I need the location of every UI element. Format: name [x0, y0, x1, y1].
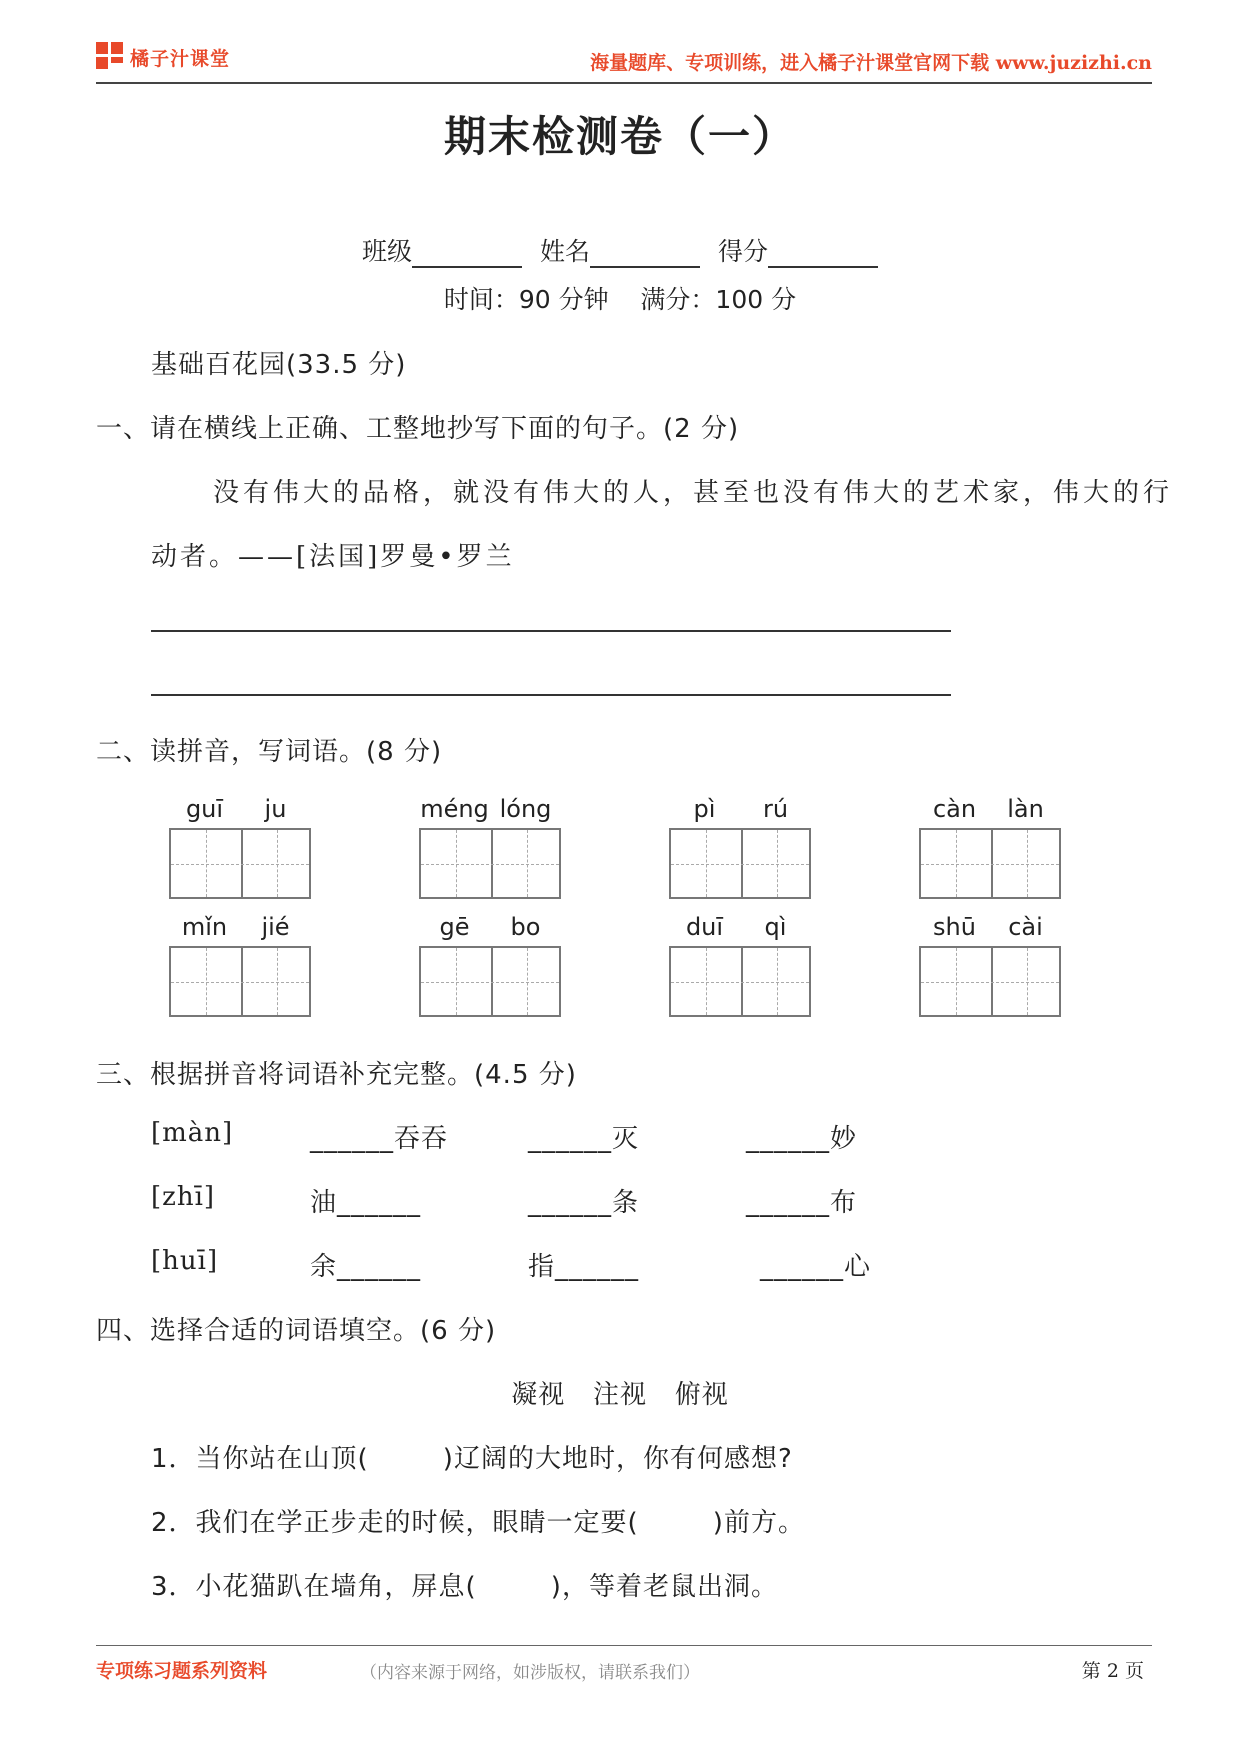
pinyin-syllable: shū	[933, 913, 976, 941]
score-blank	[768, 242, 878, 268]
pinyin-syllable: jié	[261, 913, 290, 941]
q3-row1-b[interactable]: ______灭	[528, 1124, 640, 1154]
footer-copyright-note: （内容来源于网络，如涉版权，请联系我们）	[360, 1663, 700, 1683]
q4-word-options: 凝视 注视 俯视	[511, 1380, 729, 1410]
pinyin-syllable: bo	[510, 913, 541, 941]
page-suffix: 页	[1124, 1660, 1144, 1682]
q3-row3-pinyin: [huī]	[151, 1246, 219, 1276]
tianzige-writing-grid[interactable]	[169, 946, 311, 1017]
pinyin-syllable: ju	[264, 795, 287, 823]
pinyin-syllable: gē	[439, 913, 470, 941]
pinyin-syllable: làn	[1007, 795, 1044, 823]
class-label: 班级	[362, 237, 413, 266]
section-heading: 基础百花园(33.5 分)	[151, 350, 407, 380]
q3-title: 三、根据拼音将词语补充完整。(4.5 分)	[96, 1060, 577, 1090]
logo-icon	[96, 42, 124, 72]
tianzige-writing-grid[interactable]	[669, 946, 811, 1017]
tianzige-writing-grid[interactable]	[919, 946, 1061, 1017]
q3-row3-a[interactable]: 余______	[310, 1252, 422, 1282]
pinyin-syllable: guī	[185, 795, 224, 823]
student-info	[0, 232, 1240, 268]
brand-logo	[96, 42, 230, 72]
name-label: 姓名	[539, 237, 590, 266]
pinyin-syllable: càn	[932, 795, 977, 823]
q4-item-1[interactable]: 1．当你站在山顶( )辽阔的大地时，你有何感想?	[151, 1444, 793, 1474]
q3-row2-a[interactable]: 油______	[310, 1188, 422, 1218]
pinyin-syllable: mǐn	[181, 913, 228, 941]
q3-row2-b[interactable]: ______条	[528, 1188, 640, 1218]
q1-title: 一、请在横线上正确、工整地抄写下面的句子。(2 分)	[96, 414, 740, 444]
q1-write-line-1[interactable]	[151, 630, 951, 632]
page-title: 期末检测卷（一）	[443, 112, 796, 161]
header-divider	[96, 82, 1152, 84]
tianzige-writing-grid[interactable]	[419, 946, 561, 1017]
page-number-value: 2	[1106, 1660, 1119, 1682]
q3-row1-pinyin: [màn]	[151, 1118, 234, 1148]
q3-row3-b[interactable]: 指______	[528, 1252, 640, 1282]
q3-row1-c[interactable]: ______妙	[746, 1124, 858, 1154]
page-prefix: 第	[1081, 1660, 1101, 1682]
q4-item-2[interactable]: 2．我们在学正步走的时候，眼睛一定要( )前方。	[151, 1508, 805, 1538]
q3-row3-c[interactable]: ______心	[760, 1252, 872, 1282]
pinyin-syllable: rú	[762, 795, 789, 823]
q2-title: 二、读拼音，写词语。(8 分)	[96, 737, 443, 767]
logo-text: 橘子汁课堂	[130, 47, 231, 70]
name-blank	[590, 242, 700, 268]
q1-write-line-2[interactable]	[151, 694, 951, 696]
footer-divider	[96, 1645, 1152, 1646]
footer-series: 专项练习题系列资料	[96, 1660, 268, 1682]
pinyin-syllable: pì	[693, 795, 716, 823]
q3-row2-pinyin: [zhī]	[151, 1182, 216, 1212]
pinyin-syllable: cài	[1008, 913, 1043, 941]
class-blank	[412, 242, 522, 268]
q1-quote-line1: 没有伟大的品格，就没有伟大的人，甚至也没有伟大的艺术家，伟大的行	[213, 478, 1174, 508]
tianzige-writing-grid[interactable]	[669, 828, 811, 899]
header-promo: 海量题库、专项训练，进入橘子汁课堂官网下载 www.juzizhi.cn	[590, 52, 1152, 74]
q4-title: 四、选择合适的词语填空。(6 分)	[96, 1316, 497, 1346]
q3-row2-c[interactable]: ______布	[746, 1188, 858, 1218]
pinyin-syllable: lóng	[499, 795, 552, 823]
page-number	[1082, 1656, 1144, 1683]
tianzige-writing-grid[interactable]	[919, 828, 1061, 899]
q1-quote-line2: 动者。——[法国]罗曼•罗兰	[151, 542, 515, 572]
score-label: 得分	[717, 237, 768, 266]
pinyin-syllable: duī	[685, 913, 724, 941]
pinyin-syllable: méng	[420, 795, 489, 823]
tianzige-writing-grid[interactable]	[419, 828, 561, 899]
time-score-line: 时间：90 分钟 满分：100 分	[443, 285, 797, 314]
pinyin-syllable: qì	[764, 913, 787, 941]
q3-row1-a[interactable]: ______吞吞	[310, 1124, 449, 1154]
q4-item-3[interactable]: 3．小花猫趴在墙角，屏息( )，等着老鼠出洞。	[151, 1572, 778, 1602]
tianzige-writing-grid[interactable]	[169, 828, 311, 899]
